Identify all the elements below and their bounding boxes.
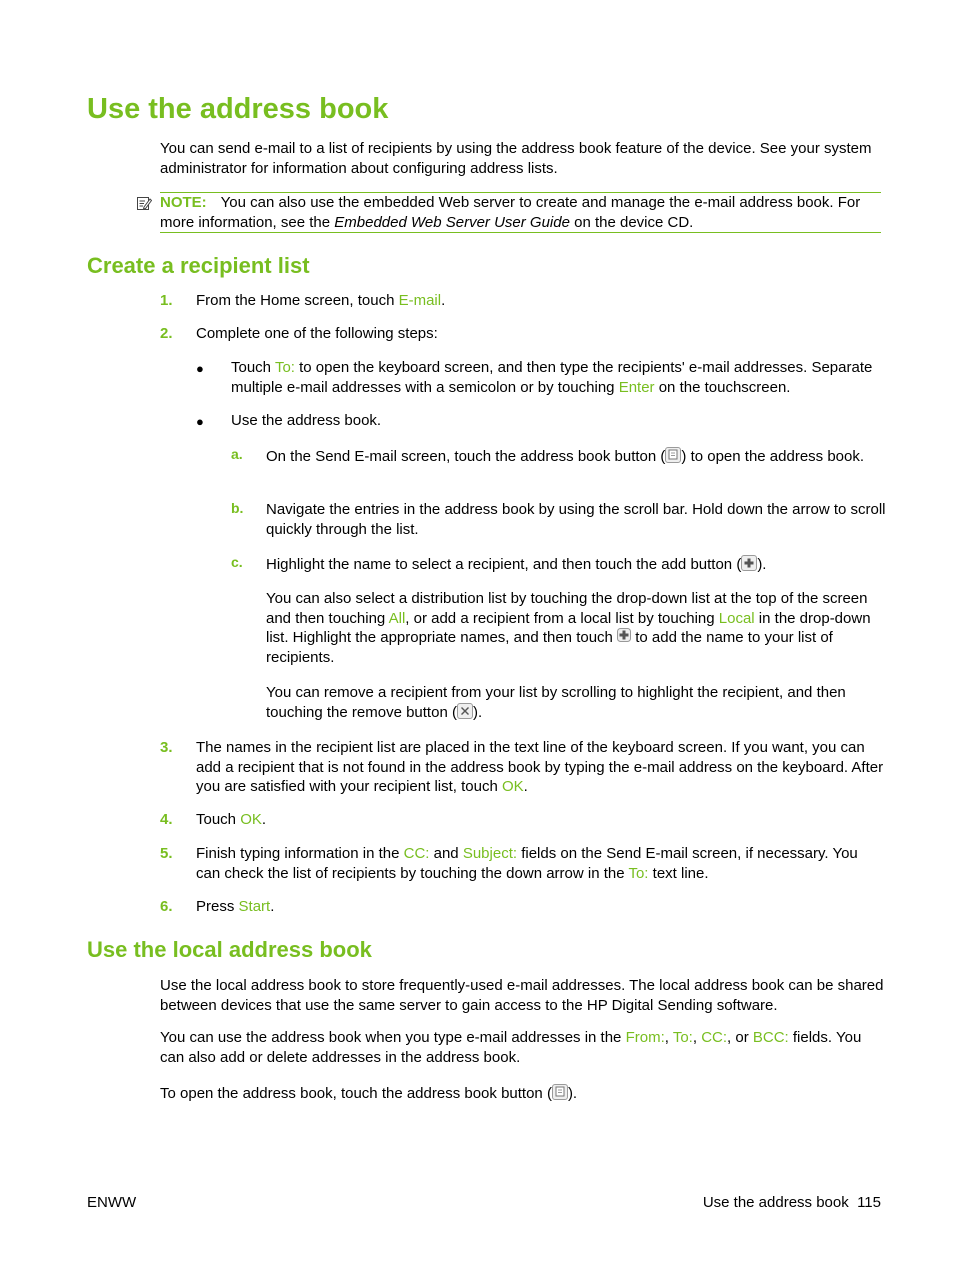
to-link: To: [274, 359, 295, 376]
address-book-icon [665, 447, 681, 463]
local-address-book-paragraph-2: You can use the address book when you type e-mail addresses in the From:, To:, CC:, or BCC: fields. You can also add or delete addresses in the address book. [160, 1029, 862, 1066]
to-link: To: [628, 864, 649, 882]
local-address-book-paragraph-3: To open the address book, touch the address book button ( ). [160, 1085, 578, 1102]
sub-a-text: On the Send E-mail screen, touch the address book button ( ) to open the address book. [266, 448, 865, 465]
step-3-text: The names in the recipient list are placed in the text line of the keyboard screen. If you want, you can add a recipient that is not found in the address book by typing the e-mail address on the keyboard. After you are satisfied with your recipient list, touch OK. [196, 739, 884, 795]
subject-link: Subject: [462, 845, 518, 862]
to-link: To: [672, 1029, 693, 1046]
footer-left: ENWW [87, 1194, 137, 1211]
bullet-icon: ● [196, 414, 204, 429]
sub-b-text: Navigate the entries in the address book by using the scroll bar. Hold down the arrow to scroll quickly through the list. [266, 501, 886, 538]
section-heading-local-address-book: Use the local address book [87, 937, 372, 962]
step-number-4: 4. [160, 811, 173, 828]
step-number-2: 2. [160, 325, 173, 342]
page-number: 115 [857, 1194, 881, 1211]
sub-c-text: Highlight the name to select a recipient, and then touch the add button ( ). [266, 556, 767, 573]
section-heading-create-recipient-list: Create a recipient list [87, 253, 310, 278]
note-text-2: on the device CD. [569, 213, 694, 231]
step-6-text: Press Start. [196, 898, 275, 915]
ok-link: OK [240, 811, 262, 828]
cc-link: CC: [403, 845, 430, 862]
page-title: Use the address book [87, 93, 389, 125]
address-book-icon [552, 1084, 568, 1100]
sub-letter-a: a. [231, 446, 243, 462]
bullet-1-text: Touch To: to open the keyboard screen, and then type the recipients' e-mail addresses. Separate multiple e-mail addresses with a semicolon or by touching Enter on the touchscreen. [231, 359, 873, 396]
note-box [160, 192, 881, 233]
add-icon [617, 630, 631, 644]
step-number-3: 3. [160, 739, 173, 756]
step-2-text: Complete one of the following steps: [196, 325, 438, 342]
note-text-1: You can also use the embedded Web server to create and manage the e-mail address book. For more information, see the [160, 194, 861, 231]
from-link: From: [625, 1029, 665, 1046]
sub-letter-c: c. [231, 554, 243, 570]
bullet-icon: ● [196, 361, 204, 376]
footer-title: Use the address book [702, 1194, 849, 1211]
note-icon [136, 195, 152, 211]
all-link: All [388, 609, 406, 627]
sub-letter-b: b. [231, 500, 244, 516]
bullet-2-text: Use the address book. [231, 412, 382, 429]
note-guide-title: Embedded Web Server User Guide [334, 213, 570, 231]
footer-right [703, 1193, 881, 1213]
step-number-1: 1. [160, 292, 173, 309]
local-address-book-paragraph-1: Use the local address book to store frequently-used e-mail addresses. The local address book can be shared between devices that use the same server to gain access to the HP Digital Sending software. [160, 977, 884, 1014]
start-link: Start [238, 898, 271, 915]
note-label: NOTE: [160, 194, 207, 211]
enter-link: Enter [618, 378, 655, 396]
step-5-text: Finish typing information in the CC: and Subject: fields on the Send E-mail screen, if necessary. You can check the list of recipients by touching the down arrow in the To: text line. [196, 845, 858, 882]
ok-link: OK [501, 778, 524, 795]
step-number-5: 5. [160, 845, 173, 862]
bcc-link: BCC: [752, 1029, 789, 1046]
cc-link: CC: [701, 1029, 728, 1046]
local-link: Local [718, 609, 755, 627]
intro-paragraph: You can send e-mail to a list of recipients by using the address book feature of the device. See your system administrator for information about configuring address lists. [160, 140, 872, 177]
distribution-list-paragraph: You can also select a distribution list by touching the drop-down list at the top of the screen and then touching All, or add a recipient from a local list by touching Local in the drop-down list. Highlight the appropriate names, and then touch to add the name to your list of recipients. [266, 590, 871, 666]
step-4-text: Touch OK. [196, 811, 267, 828]
step-number-6: 6. [160, 898, 173, 915]
add-icon [741, 555, 757, 571]
remove-icon [457, 703, 473, 719]
remove-recipient-paragraph: You can remove a recipient from your list by scrolling to highlight the recipient, and then touching the remove button ( ). [266, 684, 846, 721]
email-link: E-mail [398, 292, 442, 309]
step-1-text: From the Home screen, touch E-mail. [196, 292, 446, 309]
